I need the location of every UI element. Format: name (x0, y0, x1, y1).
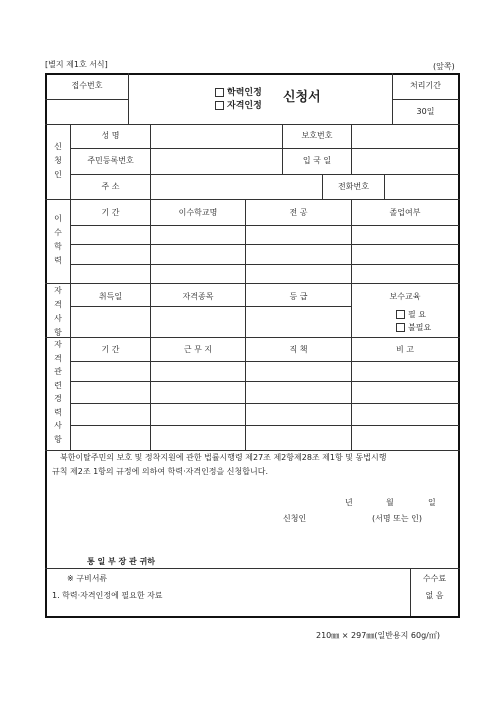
qualification-checkbox[interactable] (215, 101, 224, 110)
statement-line-1: 북한이탈주민의 보호 및 정착지원에 관한 법률시행령 제27조 제2항제28조 제1항 및 동법시행 (60, 453, 387, 462)
required-docs-item-1: 1. 학력·자격인정에 필요한 자료 (52, 591, 163, 600)
name-field[interactable] (151, 125, 281, 147)
frame-bottom (45, 616, 460, 618)
option-qualification[interactable]: 자격인정 (215, 101, 262, 111)
frame-left (45, 73, 47, 618)
applicant-signature-label: 신청인 (283, 514, 307, 523)
applicant-section-label: 신 청 인 (54, 142, 62, 179)
date-year-label: 년 (345, 498, 353, 507)
entry-date-label: 입 국 일 (302, 156, 332, 165)
qualification-section-label: 자 격 사 항 (54, 286, 62, 337)
statement-line-2: 규칙 제2조 1항의 규정에 의하여 학력·자격인정을 신청합니다. (52, 467, 268, 476)
frame-top (45, 73, 460, 75)
edu-col-school: 이수학교명 (178, 208, 218, 217)
career-col-position: 직 책 (289, 345, 308, 354)
fee-value: 없 음 (425, 591, 444, 600)
name-label: 성 명 (101, 131, 120, 140)
entry-date-field[interactable] (352, 149, 457, 173)
form-number: [별지 제1호 서식] (45, 60, 108, 69)
processing-period-value: 30일 (416, 107, 435, 116)
training-needed-option[interactable]: 필 요 (396, 310, 426, 320)
form-title: 신청서 (283, 90, 321, 105)
education-section-label: 이 수 학 력 (54, 214, 62, 265)
fee-label: 수수료 (422, 574, 447, 583)
date-month-label: 월 (386, 498, 394, 507)
processing-period-label: 처리기간 (410, 81, 441, 90)
qual-col-type: 자격종목 (182, 292, 214, 301)
career-section-label: 자 격 관 련 경 력 사 항 (54, 340, 62, 444)
option-academic[interactable]: 학력인정 (215, 88, 262, 98)
page-side-label: (앞쪽) (433, 62, 455, 71)
edu-col-period: 기 간 (101, 208, 120, 217)
qual-col-date: 취득일 (98, 292, 123, 301)
address-label: 주 소 (101, 182, 120, 191)
paper-size-note: 210㎜ × 297㎜(일반용지 60g/㎡) (316, 631, 440, 640)
qual-col-training: 보수교육 (389, 292, 421, 301)
training-needed-checkbox[interactable] (396, 310, 405, 319)
frame-right (458, 73, 460, 618)
academic-checkbox[interactable] (215, 88, 224, 97)
training-not-needed-checkbox[interactable] (396, 323, 405, 332)
receipt-number-label: 접수번호 (71, 81, 103, 90)
protection-number-label: 보호번호 (301, 131, 333, 140)
training-not-needed-option[interactable]: 불필요 (396, 323, 431, 333)
resident-number-field[interactable] (151, 149, 281, 173)
phone-field[interactable] (385, 175, 457, 198)
phone-label: 전화번호 (338, 182, 369, 191)
career-col-period: 기 간 (101, 345, 120, 354)
resident-number-label: 주민등록번호 (87, 156, 134, 165)
edu-col-major: 전 공 (289, 208, 308, 217)
signature-field[interactable]: (서명 또는 인) (372, 514, 422, 523)
required-docs-label: ※ 구비서류 (67, 574, 108, 583)
date-day-label: 일 (428, 498, 436, 507)
protection-number-field[interactable] (352, 125, 457, 147)
career-col-remarks: 비 고 (396, 345, 414, 354)
addressee: 통 일 부 장 관 귀하 (87, 557, 156, 566)
career-col-workplace: 근 무 지 (183, 345, 213, 354)
address-field[interactable] (151, 175, 321, 198)
qual-col-grade: 등 급 (289, 292, 308, 301)
edu-col-graduation: 졸업여부 (389, 208, 421, 217)
